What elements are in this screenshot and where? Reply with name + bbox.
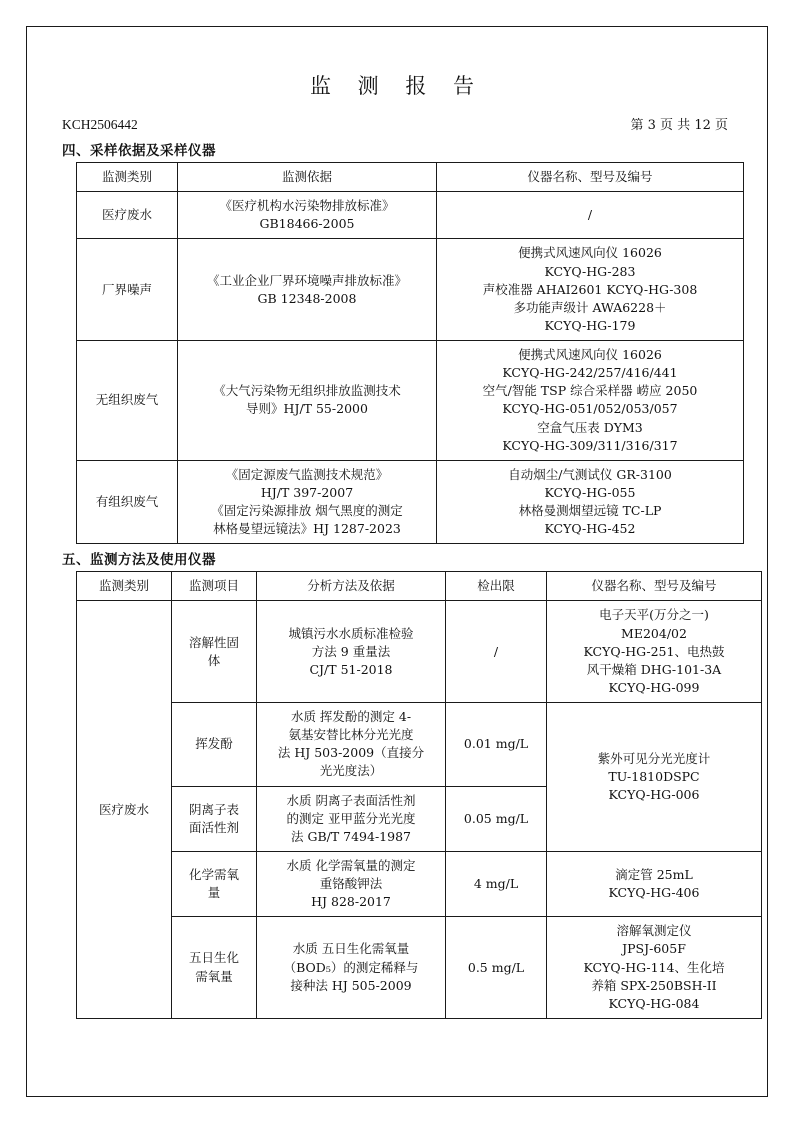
cell-item (172, 601, 257, 703)
instrument-line: ME204/02 (621, 625, 687, 641)
instrument-line: 风干燥箱 DHG-101-3A (586, 661, 722, 677)
header-category: 监测类别 (77, 572, 172, 601)
method-line: 的测定 亚甲蓝分光光度 (286, 810, 416, 826)
cell-instrument (547, 851, 762, 916)
method-line: 水质 阴离子表面活性剂 (286, 792, 416, 808)
method-line: 重铬酸钾法 (319, 876, 383, 891)
method-line: 光光度法） (319, 763, 383, 779)
table-row (77, 239, 744, 341)
item-line: 溶解性固 (188, 634, 239, 650)
cell-category: 医疗废水 (77, 192, 178, 239)
cell-detection-limit: 0.01 mg/L (446, 703, 547, 787)
cell-detection-limit: 4 mg/L (446, 851, 547, 916)
table-row (77, 601, 762, 703)
instrument-line: 便携式风速风向仪 16026 (518, 245, 662, 261)
cell-basis (178, 341, 437, 461)
instrument-line: 溶解氧测定仪 (616, 923, 692, 939)
method-line: 水质 挥发酚的测定 4- (290, 709, 412, 724)
basis-line: 《固定源废气监测技术规范》 (225, 466, 389, 482)
section-5-heading: 五、监测方法及使用仪器 (62, 552, 216, 569)
cell-instrument (437, 239, 744, 341)
cell-instrument (437, 192, 744, 239)
instrument-line: 空盒气压表 DYM3 (537, 419, 643, 435)
cell-category: 医疗废水 (77, 601, 172, 1019)
basis-line: 林格曼望远镜法》HJ 1287-2023 (213, 521, 401, 537)
header-item: 监测项目 (172, 572, 257, 601)
cell-instrument (547, 703, 762, 852)
table-row (77, 460, 744, 544)
instrument-line: TU-1810DSPC (608, 768, 700, 784)
page-title: 监 测 报 告 (309, 74, 485, 98)
cell-item (172, 917, 257, 1019)
cell-basis (178, 460, 437, 544)
cell-method (257, 786, 446, 851)
cell-method (257, 851, 446, 916)
cell-instrument (547, 601, 762, 703)
instrument-line: KCYQ-HG-309/311/316/317 (502, 437, 678, 453)
cell-method (257, 917, 446, 1019)
instrument-line: KCYQ-HG-452 (544, 521, 636, 537)
instrument-line: 声校准器 AHAI2601 KCYQ-HG-308 (482, 281, 698, 297)
table-row (77, 851, 762, 916)
instrument-line: KCYQ-HG-051/052/053/057 (502, 401, 678, 417)
instrument-line: 多功能声级计 AWA6228＋ (513, 299, 667, 315)
cell-item (172, 851, 257, 916)
instrument-line: 自动烟尘/气测试仪 GR-3100 (508, 466, 672, 482)
basis-line: HJ/T 397-2007 (260, 484, 354, 500)
instrument-line: 便携式风速风向仪 16026 (518, 347, 662, 362)
instrument-line: KCYQ-HG-084 (608, 995, 700, 1011)
instrument-line: KCYQ-HG-099 (608, 679, 700, 695)
header-instrument: 仪器名称、型号及编号 (437, 163, 744, 192)
instrument-line: KCYQ-HG-406 (608, 885, 700, 901)
instrument-line: KCYQ-HG-055 (544, 484, 636, 500)
header-detection-limit: 检出限 (446, 572, 547, 601)
cell-category: 有组织废气 (77, 460, 178, 544)
header-basis: 监测依据 (178, 163, 437, 192)
method-line: 法 GB/T 7494-1987 (290, 828, 411, 844)
report-number: KCH2506442 (62, 117, 138, 132)
instrument-line: KCYQ-HG-114、生化培 (583, 959, 725, 975)
instrument-line: KCYQ-HG-242/257/416/441 (502, 365, 678, 381)
instrument-line: 林格曼测烟望远镜 TC-LP (518, 503, 662, 518)
page-number: 第 3 页 共 12 页 (630, 118, 728, 133)
cell-detection-limit: 0.05 mg/L (446, 786, 547, 851)
cell-method (257, 601, 446, 703)
section-4-heading: 四、采样依据及采样仪器 (62, 143, 216, 159)
table-row (77, 917, 762, 1019)
item-line: 体 (207, 652, 221, 668)
table-row (77, 703, 762, 787)
instrument-line: KCYQ-HG-283 (544, 263, 636, 279)
table-row (77, 341, 744, 461)
table-header-row (77, 572, 762, 601)
item-line: 化学需氧 (188, 866, 239, 882)
cell-detection-limit: / (446, 601, 547, 703)
monitoring-method-table (76, 571, 762, 1019)
item-line: 需氧量 (195, 968, 233, 984)
cell-item (172, 786, 257, 851)
page-header-row (60, 114, 734, 133)
table-row (77, 192, 744, 239)
cell-category: 无组织废气 (77, 341, 178, 461)
method-line: 水质 化学需氧量的测定 (286, 857, 416, 873)
item-line: 量 (207, 885, 221, 901)
instrument-line: 养箱 SPX-250BSH-II (591, 977, 717, 993)
instrument-line: 滴定管 25mL (615, 866, 693, 882)
table-header-row (77, 163, 744, 192)
header-method: 分析方法及依据 (257, 572, 446, 601)
method-line: 接种法 HJ 505-2009 (290, 977, 412, 993)
instrument-line: 紫外可见分光光度计 (597, 750, 711, 766)
instrument-line: KCYQ-HG-006 (608, 787, 700, 802)
cell-method (257, 703, 446, 787)
instrument-line: 电子天平(万分之一) (599, 607, 709, 623)
basis-line: 《固定污染源排放 烟气黑度的测定 (211, 503, 403, 518)
header-instrument: 仪器名称、型号及编号 (547, 572, 762, 601)
method-line: 法 HJ 503-2009（直接分 (277, 745, 425, 761)
method-line: 水质 五日生化需氧量 (292, 941, 410, 957)
basis-line: 《工业企业厂界环境噪声排放标准》 (206, 272, 407, 288)
basis-line: GB 12348-2008 (257, 290, 357, 306)
method-line: 氨基安替比林分光光度 (288, 727, 414, 743)
method-line: （BOD₅）的测定稀释与 (283, 959, 419, 975)
basis-line: 《医疗机构水污染物排放标准》 (219, 198, 395, 214)
cell-instrument (437, 341, 744, 461)
basis-line: 导则》HJ/T 55-2000 (246, 401, 368, 417)
instrument-line: KCYQ-HG-179 (544, 317, 636, 333)
cell-instrument (547, 917, 762, 1019)
cell-item (172, 703, 257, 787)
instrument-line: KCYQ-HG-251、电热鼓 (583, 643, 725, 659)
method-line: 城镇污水水质标准检验 (288, 625, 414, 641)
sampling-basis-table (76, 162, 744, 544)
item-line: 面活性剂 (188, 819, 239, 835)
basis-line: 《大气污染物无组织排放监测技术 (213, 383, 401, 399)
cell-category: 厂界噪声 (77, 239, 178, 341)
item-line: 五日生化 (188, 950, 239, 966)
item-line: 挥发酚 (195, 736, 233, 752)
page-content (60, 70, 734, 1023)
instrument-line: 空气/智能 TSP 综合采样器 崂应 2050 (482, 383, 698, 399)
cell-instrument (437, 460, 744, 544)
method-line: HJ 828-2017 (311, 894, 391, 910)
method-line: 方法 9 重量法 (311, 643, 391, 659)
cell-basis (178, 192, 437, 239)
cell-detection-limit: 0.5 mg/L (446, 917, 547, 1019)
method-line: CJ/T 51-2018 (309, 661, 393, 677)
cell-basis (178, 239, 437, 341)
basis-line: GB18466-2005 (259, 216, 355, 232)
instrument-line: JPSJ-605F (622, 941, 686, 957)
item-line: 阴离子表 (188, 801, 239, 817)
header-category: 监测类别 (77, 163, 178, 192)
instrument-line: / (587, 207, 593, 223)
